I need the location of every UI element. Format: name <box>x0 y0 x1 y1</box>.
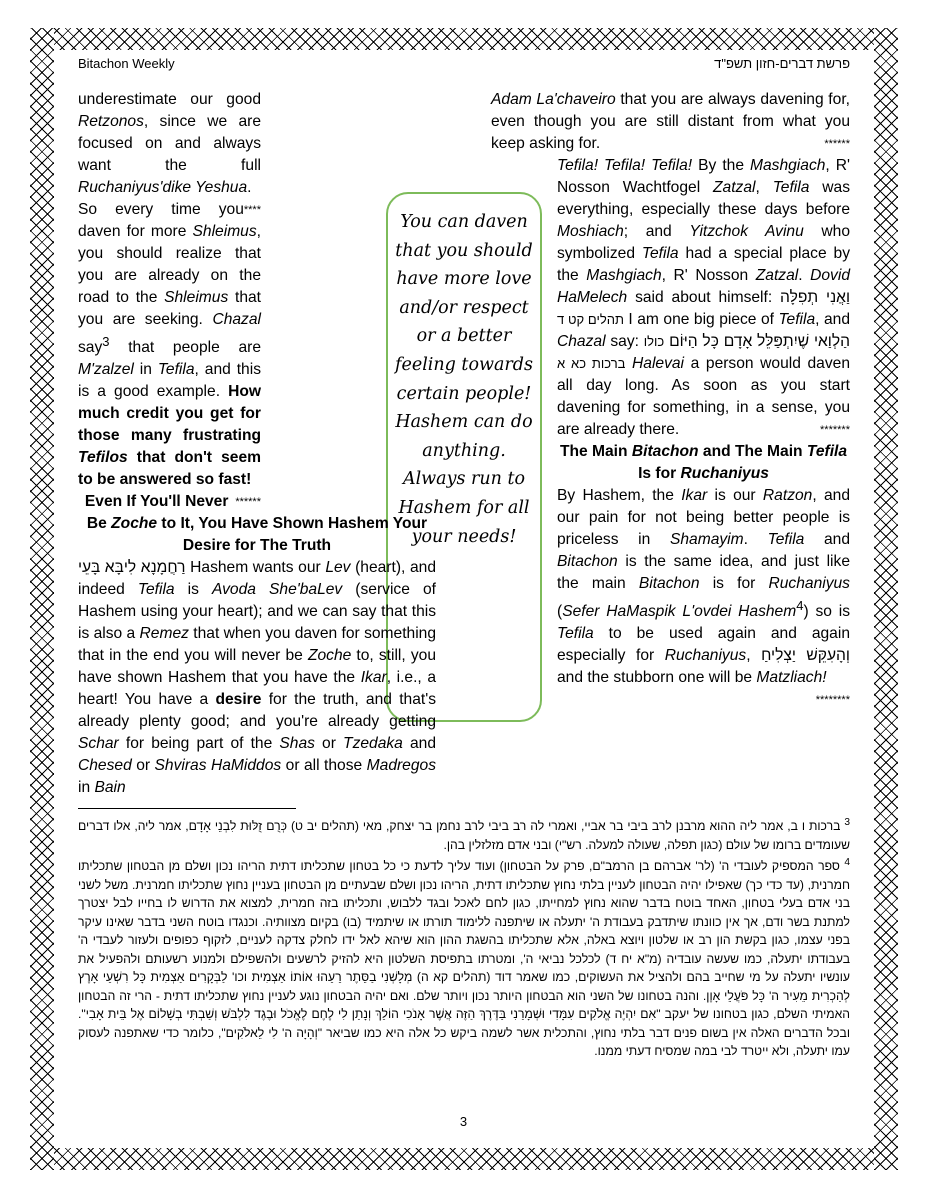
header-parsha: פרשת דברים-חזון תשפ"ד <box>714 56 850 71</box>
section-heading: The Main Bitachon and The Main Tefila Is for Ruchaniyus <box>559 443 848 482</box>
hebrew-quote: וְהָעִקֵּשׁ יַצְלִיחַ <box>761 647 850 665</box>
pull-quote: You can daven that you should have more love and/or respect or a better feeling towards certain people! Hashem can do anything. Always run to Hashem for all your needs! <box>386 192 542 722</box>
section-divider-stars: ******* <box>820 424 850 436</box>
paragraph: underestimate our good Retzonos, since we are focused on and always want the full Ruchaniyus'dike Yeshua. **** <box>78 89 436 199</box>
footnote-ref: 3 <box>102 334 110 349</box>
border-top <box>30 28 898 50</box>
section-divider-stars: **** <box>243 204 261 216</box>
page-number: 3 <box>459 1114 468 1129</box>
section-divider-stars: ******** <box>815 694 850 707</box>
hebrew-quote: וַאֲנִי תְפִלָּה תהלים קט ד <box>557 289 850 327</box>
border-right <box>874 28 898 1170</box>
section-divider-stars: ****** <box>235 496 261 509</box>
pull-quote-spacer <box>261 89 436 509</box>
header-title: Bitachon Weekly <box>78 56 175 71</box>
paragraph: By Hashem, the Ikar is our Ratzon, and our pain for not being better people is priceless in Shamayim. Tefila and Bitachon is the same idea, and just like the main Bitachon is for Ruchaniyus (Sefer HaMaspik L'ovdei Hashem$^4$) so is Tefila to be used again and again especially for Ruchaniyus, וְהָעִקֵּשׁ יַצְלִיחַ and the stubborn one will be Matzliach! ******** <box>491 485 850 689</box>
paragraph: Adam La'chaveiro that you are always davening for, even though you are still distant from what you keep asking for. ****** <box>491 89 850 155</box>
footnote-separator <box>78 808 296 809</box>
footnote: $^4$ ספר המספיק לעובדי ה' (לר' אברהם בן הרמב"ם, פרק על הבטחון) ועוד עליך לדעת כי כל בטחון שתכליתו דתית הריהו נכון ושלם מן הבטחון שתכליתו חמרנית, (עד כדי כך) שאפילו יהיה הבטחון לעניין בלתי נחוץ שתכליתו דתית, הריהו נכון ושלם שבעתיים מן הבטחון בעניין נחוץ שתכליתו חמרנית. משל לשני בני אדם בעלי בטחון, האחד בוטח בדבר שהוא נחוץ למחייתו, כגון לחם לאכל ובגד ללבוש, ותכליתו בזה חמרית, למצוא את הדרוש לו בחייו לבל יצטרך למתנת בשר ודם, אך אין כוונתו שיתדבק בעבודת ה' יתעלה או שיתפנה ללימוד תורתו או שיתמיד (בו) בקיום מצוותיה. וכנגדו בוטח השני בדבר שאינו עיקר בפני עצמו, כגון בקשת הון רב או שלטון ויוצא באלה, אלא שתכליתו בהשגת ההון הוא שיהא לאל ידו לחלק צדקה לעניים, לזקוף כפופים ולעזור לעבדי ה' בעבודתו יתעלה, כמו שעשה עובדיה (מ"א יח ד) לכלכל נביאי ה', ומטרתו בתפיסת השלטון היא להזיק לרשעים ולהשפילם ולמנוע רשעותם ולהפעיל את עונשיו יתעלה על מי שחייב בהם ולהציל את העשוקים, כמו שאמר דוד (תהלים קא ה) מְלָשְׁנִי בַסֵּתֶר רֵעֵהוּ אוֹתוֹ אַצְמִית וכו' לַבְּקָרִים אַצְמִית כָּל רִשְׁעֵי אָרֶץ לְהַכְרִית מֵעִיר ה' כָּל פֹּעֲלֵי אָוֶן. והנה בטחונו של השני הוא הבטחון היותר נכון ויותר שלם. ואם יהיה הבטחון נוגע לעניין נחוץ שתכליתו דתית - הרי זה הבטחון האמיתי השלם, כגון בטחונו של יעקב "אִם יִהְיֶה אֱלֹקִים עִמָּדִי וּשְׁמָרַנִי בַּדֶּרֶךְ הַזֶּה אֲשֶׁר אָנֹכִי הוֹלֵךְ וְנָתַן לִי לֶחֶם לֶאֱכֹל וּבֶגֶד לִלְבֹּשׁ וְשַׁבְתִּי בְשָׁלוֹם אֶל בֵּית אָבִי". ובכל הדברים האלה אין בשום פנים דבר בלתי נחוץ, והתכלית אשר לשמה ביקש כל אלה היא כמו שביאר "וְהָיָה ה' לִי לֵאלֹקִים", כלומר כדי שאתפנה לעסוק עמו יתעלה, ולא ייטרד לבי במה שמסיח דעתי ממנו. <box>78 857 850 1059</box>
pull-quote-spacer <box>491 155 557 703</box>
paragraph: רַחֲמָנָא לִיבָּא בָּעֵי Hashem wants our Lev (heart), and indeed Tefila is Avoda She'baLev (service of Hashem using your heart); and we can say that this is also a Remez that when you daven for something that in the end you will never be Zoche to, still, you have shown Hashem that you have the Ikar, i.e., a heart! You have a desire for the truth, and that's already plenty good; and you're already getting Schar for being part of the Shas or Tzedaka and Chesed or Shviras HaMiddos or all those Madregos in Bain <box>78 559 437 797</box>
border-left <box>30 28 54 1170</box>
left-column <box>78 89 436 799</box>
hebrew-quote: הַלְוַאי שֶׁיִתְפַּלֵּל אָדָם כָּל הַיּוֹם כולו ברכות כא א <box>557 333 850 371</box>
paragraph: So every time you daven for more Shleimus, you should realize that you are already on the road to the Shleimus that you are seeking. Chazal say$^3$ that people are M'zalzel in Tefila, and this is a good example. How much credit you get for those many frustrating Tefilos that don't seem to be answered so fast! ****** <box>78 199 436 491</box>
footnote-ref: 4 <box>796 598 804 613</box>
paragraph: Tefila! Tefila! Tefila! By the Mashgiach, R' Nosson Wachtfogel Zatzal, Tefila was everything, especially these days before Moshiach; and Yitzchok Avinu who symbolized Tefila had a special place by the Mashgiach, R' Nosson Zatzal. Dovid HaMelech said about himself: וַאֲנִי תְפִלָּה תהלים קט ד I am one big piece of Tefila, and Chazal say: הַלְוַאי שֶׁיִתְפַּלֵּל אָדָם כָּל הַיּוֹם כולו ברכות כא א Halevai a person would daven all day long. As soon as you start davening for something, in a sense, you are already there. ******* <box>491 155 850 441</box>
section-divider-stars: ****** <box>824 138 850 150</box>
right-column <box>491 89 850 711</box>
page-header <box>78 56 850 76</box>
border-bottom <box>30 1148 898 1170</box>
footnotes <box>78 814 850 1061</box>
footnote: $^3$ ברכות ו ב, אמר ליה ההוא מרבנן לרב ביבי בר אביי, ואמרי לה רב ביבי לרב נחמן בר יצחק, מאי (תהלים יב ט) כְּרֻם זֻלּוּת לִבְנֵי אָדָם, אמר ליה, אלו דברים שעומדים ברומו של עולם (כגון תפלה, שעולה למעלה. רש"י) ובני אדם מזלזלין בהן. <box>78 817 850 852</box>
section-heading: Even If You'll Never Be Zoche to It, You Have Shown Hashem Your Desire for The Truth <box>84 493 428 555</box>
hebrew-quote: רַחֲמָנָא לִיבָּא בָּעֵי <box>78 559 186 577</box>
